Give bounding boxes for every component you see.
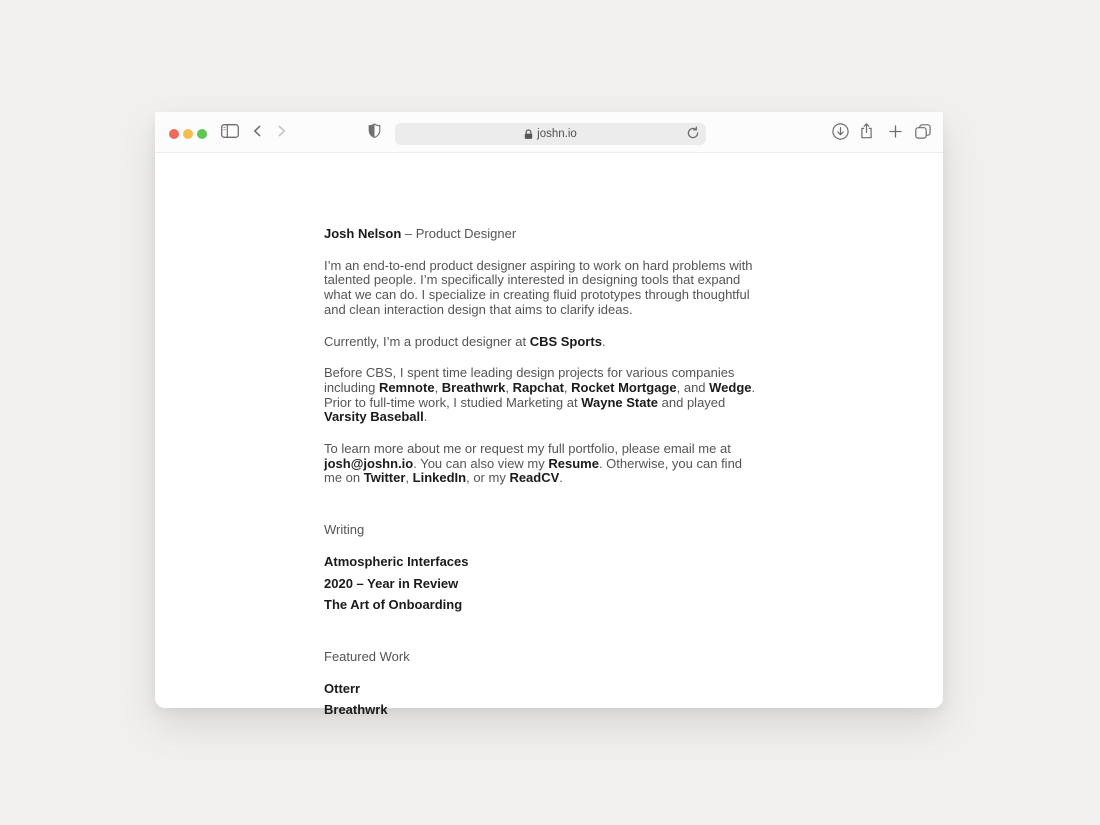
text-run: Currently, I’m a product designer at [324,333,530,349]
lock-icon [524,129,533,140]
writing-section-label: Writing [324,522,365,538]
inline-link[interactable]: Remnote [378,379,435,395]
text-run: . Otherwise, you can find me on [324,455,743,486]
text-run: . [423,409,428,425]
address-bar[interactable] [395,123,706,145]
reload-icon [686,126,700,143]
zoom-button[interactable] [197,129,207,139]
featured-work-section-label: Featured Work [324,648,410,664]
text-run: I’m an end-to-end product designer aspiring to work on hard problems with talented people. I’m specifically interested in designing tools that expand what we can do. I specialize in creating fluid prototypes through thoughtful and clean interaction design that aims to clarify ideas. [324,257,753,317]
traffic-lights [169,129,207,139]
forward-icon [275,125,287,140]
inline-link[interactable]: josh@joshn.io [324,455,414,471]
downloads-icon [832,123,849,143]
share-icon [860,123,873,142]
writing-link[interactable]: 2020 – Year in Review [324,575,459,591]
downloads-button[interactable] [832,124,849,141]
forward-button[interactable] [275,126,287,138]
inline-link[interactable]: LinkedIn [412,470,467,486]
text-run: , and [676,379,710,395]
text-run: . Prior to full-time work, I studied Marketing at [324,379,756,410]
inline-link[interactable]: Resume [548,455,599,471]
text-run: , [434,379,442,395]
reload-button[interactable] [686,127,700,141]
text-run: , [405,470,413,486]
close-button[interactable] [169,129,179,139]
sidebar-toggle-button[interactable] [221,125,239,139]
sidebar-toggle-icon [221,124,239,141]
new-tab-button[interactable] [889,126,902,139]
inline-link[interactable]: Wedge [709,379,752,395]
privacy-report-button[interactable] [368,124,381,139]
share-button[interactable] [860,124,873,140]
text-run: , or my [466,470,510,486]
text-run: . [559,470,563,486]
text-run: and played [658,394,726,410]
inline-link[interactable]: CBS Sports [529,333,602,349]
writing-link[interactable]: Atmospheric Interfaces [324,553,469,569]
text-run: – Product Designer [401,226,517,241]
current-role-paragraph [324,335,758,350]
inline-link[interactable]: Varsity Baseball [324,409,424,425]
text-run: . [601,333,606,349]
writing-link[interactable]: The Art of Onboarding [324,597,463,613]
featured-work-list [324,682,758,718]
text-run: Josh Nelson [324,226,402,241]
inline-link[interactable]: Breathwrk [441,379,506,395]
browser-window [155,112,943,718]
inline-link[interactable]: ReadCV [509,470,560,486]
intro-paragraph [324,259,758,318]
url-text: joshn.io [537,128,577,140]
featured-work-link[interactable]: Otterr [324,680,361,696]
back-button[interactable] [252,126,264,138]
new-tab-icon [889,125,902,141]
contact-paragraph [324,442,758,486]
page-title [324,227,758,242]
featured-work-link[interactable]: Breathwrk [324,702,388,718]
inline-link[interactable]: Wayne State [581,394,659,410]
privacy-shield-icon [368,123,381,141]
page-content [155,153,758,718]
inline-link[interactable]: Rocket Mortgage [571,379,677,395]
browser-toolbar [155,112,943,153]
text-run: To learn more about me or request my full portfolio, please email me at [324,441,731,457]
text-run: , [505,379,513,395]
back-icon [252,125,264,140]
text-run: . You can also view my [413,455,549,471]
experience-paragraph [324,366,758,425]
writing-list [324,555,758,613]
text-run: Before CBS, I spent time leading design projects for various companies including [324,365,735,395]
inline-link[interactable]: Rapchat [512,379,564,395]
tab-overview-icon [915,124,931,142]
text-run: , [563,379,572,395]
inline-link[interactable]: Twitter [363,470,406,486]
minimize-button[interactable] [183,129,193,139]
tab-overview-button[interactable] [915,125,931,140]
